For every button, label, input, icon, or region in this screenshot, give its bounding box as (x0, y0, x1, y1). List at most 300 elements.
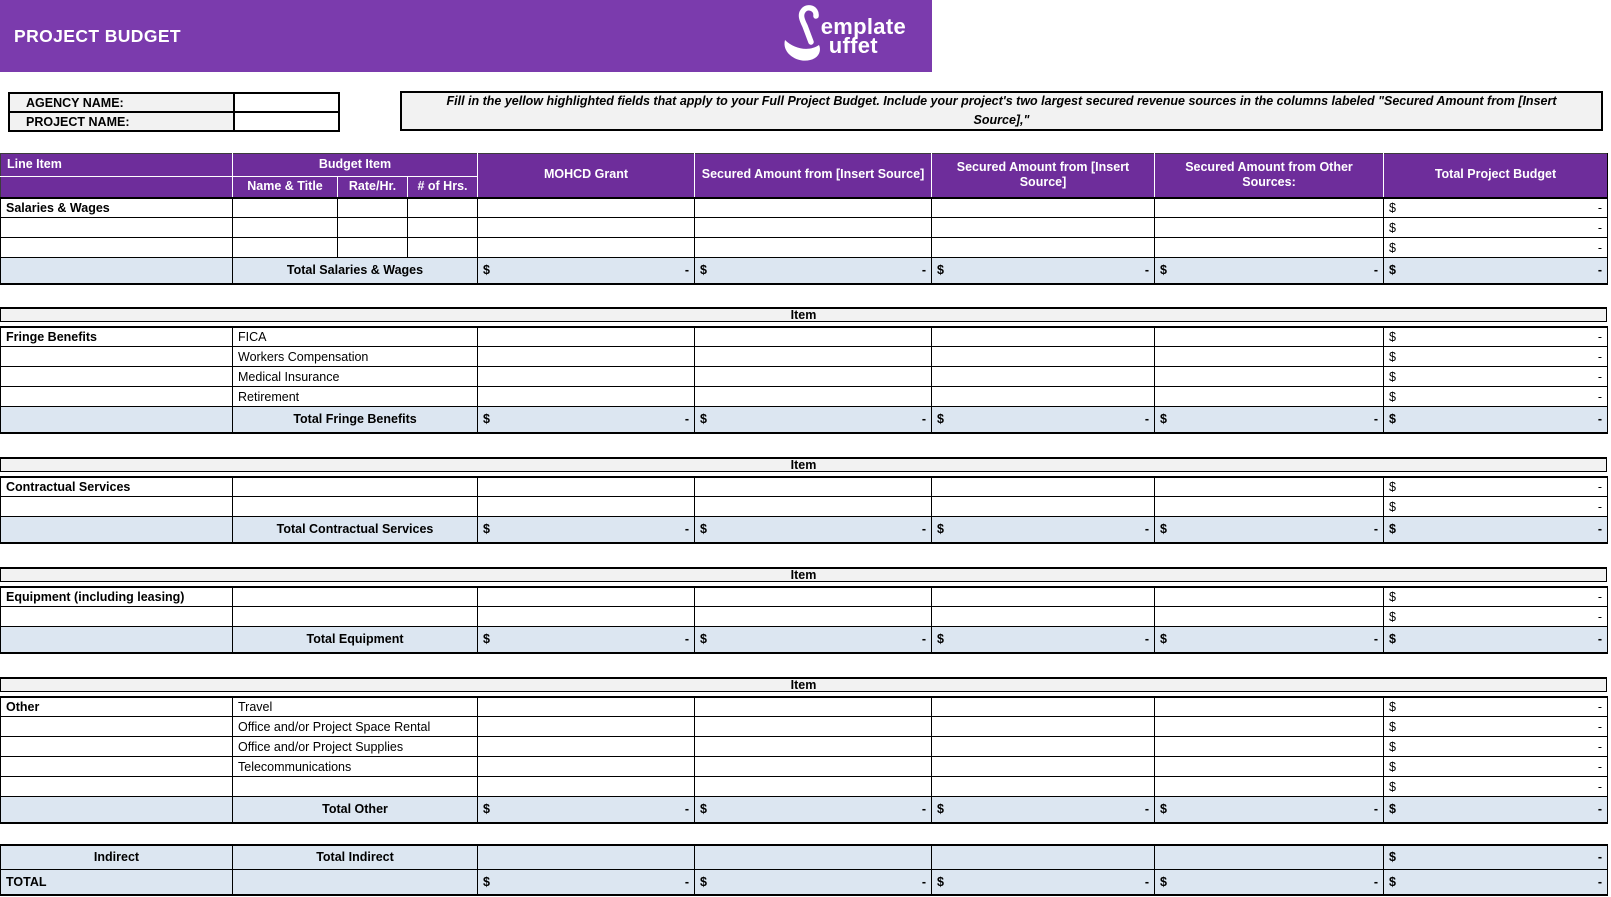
money-cell-mohcd[interactable] (478, 218, 695, 238)
money-placeholder (1389, 350, 1602, 364)
empty-amount-dash: - (1373, 412, 1379, 427)
money-cell-total-budget (1384, 870, 1608, 895)
budget-item-cell: Retirement (233, 387, 478, 407)
currency-symbol: $ (1389, 719, 1396, 734)
line-item-cell: TOTAL (1, 870, 233, 895)
money-cell-secured-2[interactable] (932, 387, 1155, 407)
rate-cell[interactable] (338, 218, 408, 238)
money-placeholder (1160, 412, 1378, 426)
project-name-row (9, 112, 339, 131)
table-row (1, 367, 1608, 387)
money-cell-secured-2[interactable] (932, 497, 1155, 517)
currency-symbol: $ (1389, 802, 1396, 817)
money-cell-secured-other[interactable] (1155, 587, 1384, 607)
money-placeholder (1389, 500, 1602, 514)
money-cell-total-budget (1384, 258, 1608, 284)
line-item-cell (1, 777, 233, 797)
empty-amount-dash: - (1597, 522, 1603, 537)
money-cell-total-budget (1384, 717, 1608, 737)
money-cell-secured-2[interactable] (932, 367, 1155, 387)
item-bar-label: Item (790, 677, 817, 692)
money-cell-secured-other[interactable] (1155, 347, 1384, 367)
money-cell-secured-2 (932, 845, 1155, 870)
money-cell-secured-2 (932, 407, 1155, 433)
money-cell-secured-2 (932, 258, 1155, 284)
money-cell-secured-1[interactable] (695, 367, 932, 387)
table-row (1, 497, 1608, 517)
money-placeholder (937, 263, 1149, 277)
section-total-label: Total Equipment (233, 627, 478, 653)
budget-item-cell (233, 870, 478, 895)
empty-amount-dash: - (684, 522, 690, 537)
currency-symbol: $ (483, 874, 490, 889)
empty-amount-dash: - (1373, 263, 1378, 278)
money-cell-total-budget (1384, 587, 1608, 607)
logo-line1: emplate (820, 13, 906, 39)
table-row (1, 347, 1608, 367)
money-placeholder (937, 412, 1149, 426)
money-cell-secured-other (1155, 517, 1384, 543)
money-cell-secured-1[interactable] (695, 347, 932, 367)
money-cell-mohcd[interactable] (478, 198, 695, 218)
rate-cell[interactable] (338, 238, 408, 258)
col-header-total-budget: Total Project Budget (1384, 154, 1608, 198)
currency-symbol: $ (937, 522, 944, 537)
money-cell-secured-other[interactable] (1155, 218, 1384, 238)
currency-symbol: $ (700, 874, 707, 889)
line-item-cell (1, 517, 233, 543)
empty-amount-dash: - (684, 632, 690, 647)
money-cell-secured-2[interactable] (932, 218, 1155, 238)
empty-amount-dash: - (921, 632, 927, 647)
money-cell-secured-1[interactable] (695, 777, 932, 797)
money-cell-secured-2 (932, 627, 1155, 653)
money-cell-secured-1[interactable] (695, 477, 932, 497)
empty-amount-dash: - (1373, 874, 1379, 889)
empty-amount-dash: - (1373, 632, 1379, 647)
currency-symbol: $ (1160, 802, 1167, 817)
money-cell-secured-other (1155, 258, 1384, 284)
line-item-cell (1, 717, 233, 737)
money-cell-secured-other[interactable] (1155, 327, 1384, 347)
currency-symbol: $ (700, 802, 707, 817)
money-cell-secured-other[interactable] (1155, 497, 1384, 517)
empty-amount-dash: - (1597, 389, 1603, 404)
agency-name-label: AGENCY NAME: (9, 93, 234, 112)
money-placeholder (1389, 802, 1602, 816)
currency-symbol: $ (1389, 329, 1396, 344)
table-row (1, 387, 1608, 407)
section-total-row (1, 627, 1608, 653)
currency-symbol: $ (1389, 412, 1396, 427)
money-cell-mohcd (478, 258, 695, 284)
currency-symbol: $ (937, 412, 944, 427)
empty-amount-dash: - (1597, 802, 1603, 817)
table-row (1, 477, 1608, 497)
budget-item-cell[interactable] (233, 497, 478, 517)
budget-table-equipment (0, 586, 1608, 654)
money-placeholder (937, 522, 1149, 536)
table-row (1, 697, 1608, 717)
money-cell-mohcd[interactable] (478, 387, 695, 407)
item-bar (0, 457, 1607, 472)
currency-symbol: $ (1160, 874, 1167, 889)
money-cell-secured-2[interactable] (932, 347, 1155, 367)
empty-amount-dash: - (921, 263, 926, 278)
money-cell-mohcd (478, 797, 695, 823)
money-cell-secured-other (1155, 845, 1384, 870)
section-total-row (1, 517, 1608, 543)
col-header-line-item: Line Item (1, 154, 233, 177)
currency-symbol: $ (1160, 632, 1167, 647)
line-item-cell (1, 627, 233, 653)
currency-symbol: $ (483, 263, 490, 278)
money-cell-secured-other[interactable] (1155, 697, 1384, 717)
indirect-row (1, 845, 1608, 870)
money-cell-secured-2[interactable] (932, 477, 1155, 497)
name-title-cell[interactable] (233, 218, 338, 238)
empty-amount-dash: - (1144, 874, 1150, 889)
budget-item-cell[interactable] (233, 587, 478, 607)
hours-cell[interactable] (408, 218, 478, 238)
money-cell-secured-other[interactable] (1155, 367, 1384, 387)
currency-symbol: $ (483, 522, 490, 537)
budget-item-cell: Workers Compensation (233, 347, 478, 367)
money-placeholder (1389, 201, 1602, 215)
empty-amount-dash: - (684, 802, 690, 817)
money-cell-secured-1[interactable] (695, 587, 932, 607)
money-cell-secured-2 (932, 870, 1155, 895)
line-item-cell (1, 218, 233, 238)
currency-symbol: $ (1389, 499, 1396, 514)
logo-line2: uffet (828, 32, 878, 58)
money-cell-mohcd[interactable] (478, 607, 695, 627)
currency-symbol: $ (1389, 240, 1396, 255)
money-cell-mohcd[interactable] (478, 327, 695, 347)
money-placeholder (1160, 263, 1378, 277)
empty-amount-dash: - (1597, 200, 1602, 215)
empty-amount-dash: - (1597, 329, 1603, 344)
money-cell-secured-2 (932, 797, 1155, 823)
money-cell-secured-other[interactable] (1155, 198, 1384, 218)
money-cell-secured-other[interactable] (1155, 387, 1384, 407)
money-cell-secured-2[interactable] (932, 198, 1155, 218)
money-cell-secured-2[interactable] (932, 777, 1155, 797)
empty-amount-dash: - (1597, 220, 1602, 235)
money-placeholder (1160, 522, 1378, 536)
money-cell-total-budget (1384, 497, 1608, 517)
empty-amount-dash: - (684, 263, 689, 278)
agency-name-input[interactable] (234, 93, 339, 112)
currency-symbol: $ (1160, 412, 1167, 427)
money-cell-secured-1[interactable] (695, 497, 932, 517)
money-cell-total-budget (1384, 238, 1608, 258)
section-total-label: Total Salaries & Wages (233, 258, 478, 284)
budget-item-cell: FICA (233, 327, 478, 347)
money-cell-secured-1 (695, 627, 932, 653)
line-item-cell (1, 497, 233, 517)
money-placeholder (483, 802, 689, 816)
money-cell-mohcd[interactable] (478, 367, 695, 387)
money-cell-secured-other (1155, 797, 1384, 823)
line-item-cell (1, 387, 233, 407)
money-cell-total-budget (1384, 607, 1608, 627)
money-cell-secured-other (1155, 627, 1384, 653)
money-cell-secured-2 (932, 517, 1155, 543)
currency-symbol: $ (483, 412, 490, 427)
table-row (1, 198, 1608, 218)
budget-item-cell: Office and/or Project Supplies (233, 737, 478, 757)
logo-wordmark (820, 13, 906, 58)
money-cell-mohcd (478, 845, 695, 870)
money-cell-total-budget (1384, 517, 1608, 543)
money-cell-secured-1[interactable] (695, 387, 932, 407)
currency-symbol: $ (1389, 779, 1396, 794)
empty-amount-dash: - (921, 802, 927, 817)
money-cell-secured-1 (695, 845, 932, 870)
empty-amount-dash: - (1597, 412, 1603, 427)
money-cell-total-budget (1384, 845, 1608, 870)
currency-symbol: $ (1389, 349, 1396, 364)
money-cell-mohcd[interactable] (478, 587, 695, 607)
table-row (1, 737, 1608, 757)
money-cell-secured-1[interactable] (695, 607, 932, 627)
budget-item-cell[interactable] (233, 477, 478, 497)
money-cell-secured-2[interactable] (932, 238, 1155, 258)
money-cell-total-budget (1384, 327, 1608, 347)
table-row (1, 607, 1608, 627)
money-placeholder (483, 632, 689, 646)
money-placeholder (1389, 330, 1602, 344)
money-cell-secured-other[interactable] (1155, 477, 1384, 497)
money-cell-secured-1 (695, 258, 932, 284)
money-cell-secured-1 (695, 797, 932, 823)
currency-symbol: $ (1389, 200, 1396, 215)
item-bar-label: Item (790, 307, 817, 322)
money-cell-secured-other[interactable] (1155, 757, 1384, 777)
templatebuffet-logo (781, 4, 906, 68)
money-cell-mohcd[interactable] (478, 737, 695, 757)
item-bar (0, 677, 1607, 692)
money-cell-secured-1[interactable] (695, 737, 932, 757)
currency-symbol: $ (1389, 874, 1396, 889)
currency-symbol: $ (483, 632, 490, 647)
budget-table-fringe (0, 326, 1608, 434)
money-placeholder (483, 263, 689, 277)
instruction-text: Fill in the yellow highlighted fields that apply to your Full Project Budget. Include your project's two largest secured revenue sources in the columns labeled "Secured Amount from [Insert Source]," (446, 94, 1557, 127)
budget-table-contractual (0, 476, 1608, 544)
item-bar-label: Item (790, 567, 817, 582)
money-cell-secured-1 (695, 870, 932, 895)
money-cell-secured-other[interactable] (1155, 607, 1384, 627)
col-header-budget-item: Budget Item (233, 154, 478, 177)
money-cell-secured-1[interactable] (695, 327, 932, 347)
money-cell-secured-other[interactable] (1155, 717, 1384, 737)
money-placeholder (1389, 263, 1602, 277)
money-placeholder (700, 875, 926, 889)
budget-item-cell[interactable] (233, 607, 478, 627)
line-item-cell: Equipment (including leasing) (1, 587, 233, 607)
money-placeholder (1389, 700, 1602, 714)
empty-amount-dash: - (1597, 589, 1603, 604)
money-cell-secured-2[interactable] (932, 607, 1155, 627)
money-cell-total-budget (1384, 697, 1608, 717)
empty-amount-dash: - (684, 412, 690, 427)
empty-amount-dash: - (1597, 874, 1603, 889)
currency-symbol: $ (1389, 632, 1396, 647)
page-title: PROJECT BUDGET (14, 25, 182, 46)
money-cell-total-budget (1384, 387, 1608, 407)
section-total-row (1, 797, 1608, 823)
money-placeholder (700, 412, 926, 426)
money-cell-secured-1[interactable] (695, 717, 932, 737)
money-placeholder (1389, 610, 1602, 624)
item-bar (0, 567, 1607, 582)
currency-symbol: $ (700, 263, 707, 278)
money-cell-total-budget (1384, 347, 1608, 367)
table-row (1, 757, 1608, 777)
money-cell-mohcd[interactable] (478, 477, 695, 497)
project-name-input[interactable] (234, 112, 339, 131)
currency-symbol: $ (1389, 389, 1396, 404)
currency-symbol: $ (1389, 739, 1396, 754)
money-placeholder (1389, 780, 1602, 794)
currency-symbol: $ (1389, 850, 1396, 865)
col-header-name-title: Name & Title (233, 177, 338, 198)
money-placeholder (937, 632, 1149, 646)
budget-item-cell: Medical Insurance (233, 367, 478, 387)
item-bar-label: Item (790, 457, 817, 472)
money-cell-secured-1[interactable] (695, 238, 932, 258)
money-cell-mohcd[interactable] (478, 777, 695, 797)
currency-symbol: $ (483, 802, 490, 817)
empty-amount-dash: - (684, 874, 690, 889)
empty-amount-dash: - (1373, 522, 1379, 537)
empty-amount-dash: - (921, 874, 927, 889)
money-placeholder (937, 875, 1149, 889)
hours-cell[interactable] (408, 238, 478, 258)
money-cell-mohcd[interactable] (478, 238, 695, 258)
line-item-cell: Other (1, 697, 233, 717)
line-item-cell: Salaries & Wages (1, 198, 233, 218)
empty-amount-dash: - (1597, 850, 1603, 865)
rate-cell[interactable] (338, 198, 408, 218)
col-header-secured-1: Secured Amount from [Insert Source] (695, 154, 932, 198)
money-cell-mohcd[interactable] (478, 497, 695, 517)
col-header-rate: Rate/Hr. (338, 177, 408, 198)
hours-cell[interactable] (408, 198, 478, 218)
grand-total-row (1, 870, 1608, 895)
col-header-hours: # of Hrs. (408, 177, 478, 198)
empty-amount-dash: - (1597, 609, 1603, 624)
money-cell-mohcd[interactable] (478, 347, 695, 367)
empty-amount-dash: - (1144, 632, 1150, 647)
empty-amount-dash: - (1597, 349, 1603, 364)
money-cell-secured-1[interactable] (695, 697, 932, 717)
money-placeholder (1389, 412, 1602, 426)
currency-symbol: $ (1389, 699, 1396, 714)
currency-symbol: $ (937, 263, 944, 278)
line-item-cell (1, 737, 233, 757)
money-cell-secured-1[interactable] (695, 198, 932, 218)
money-cell-mohcd[interactable] (478, 697, 695, 717)
table-row (1, 717, 1608, 737)
money-cell-secured-2[interactable] (932, 587, 1155, 607)
name-title-cell[interactable] (233, 198, 338, 218)
table-row (1, 238, 1608, 258)
money-cell-secured-other[interactable] (1155, 238, 1384, 258)
money-placeholder (1160, 802, 1378, 816)
currency-symbol: $ (700, 522, 707, 537)
money-cell-total-budget (1384, 477, 1608, 497)
col-header-secured-2: Secured Amount from [Insert Source] (932, 154, 1155, 198)
money-cell-total-budget (1384, 407, 1608, 433)
money-cell-secured-other (1155, 870, 1384, 895)
money-cell-total-budget (1384, 777, 1608, 797)
money-cell-secured-other[interactable] (1155, 737, 1384, 757)
table-row (1, 777, 1608, 797)
line-item-cell (1, 757, 233, 777)
currency-symbol: $ (1389, 479, 1396, 494)
money-cell-mohcd[interactable] (478, 757, 695, 777)
col-header-mohcd: MOHCD Grant (478, 154, 695, 198)
project-name-label: PROJECT NAME: (9, 112, 234, 131)
budget-table-other (0, 696, 1608, 824)
currency-symbol: $ (1389, 609, 1396, 624)
money-placeholder (700, 263, 926, 277)
budget-table-area (0, 153, 1609, 896)
money-cell-secured-2[interactable] (932, 717, 1155, 737)
money-placeholder (483, 522, 689, 536)
money-cell-secured-1[interactable] (695, 218, 932, 238)
currency-symbol: $ (1389, 522, 1396, 537)
money-placeholder (700, 632, 926, 646)
money-cell-secured-2[interactable] (932, 757, 1155, 777)
section-total-label: Total Other (233, 797, 478, 823)
money-placeholder (1160, 632, 1378, 646)
money-cell-secured-other[interactable] (1155, 777, 1384, 797)
money-placeholder (1389, 720, 1602, 734)
name-title-cell[interactable] (233, 238, 338, 258)
money-cell-mohcd[interactable] (478, 717, 695, 737)
line-item-cell: Indirect (1, 845, 233, 870)
money-cell-secured-2[interactable] (932, 737, 1155, 757)
line-item-cell: Contractual Services (1, 477, 233, 497)
money-cell-secured-1 (695, 407, 932, 433)
budget-item-cell: Travel (233, 697, 478, 717)
currency-symbol: $ (700, 632, 707, 647)
money-placeholder (1389, 632, 1602, 646)
empty-amount-dash: - (1597, 779, 1603, 794)
money-cell-mohcd (478, 870, 695, 895)
money-placeholder (1389, 875, 1602, 889)
meta-fields (8, 92, 340, 132)
budget-item-cell[interactable] (233, 777, 478, 797)
empty-amount-dash: - (1597, 632, 1603, 647)
money-cell-secured-1[interactable] (695, 757, 932, 777)
money-cell-mohcd (478, 627, 695, 653)
money-cell-total-budget (1384, 737, 1608, 757)
money-cell-secured-2[interactable] (932, 327, 1155, 347)
table-row (1, 587, 1608, 607)
money-cell-mohcd (478, 407, 695, 433)
line-item-cell (1, 238, 233, 258)
item-bar (0, 307, 1607, 322)
money-cell-secured-1 (695, 517, 932, 543)
money-cell-secured-2[interactable] (932, 697, 1155, 717)
money-placeholder (483, 412, 689, 426)
currency-symbol: $ (1389, 759, 1396, 774)
